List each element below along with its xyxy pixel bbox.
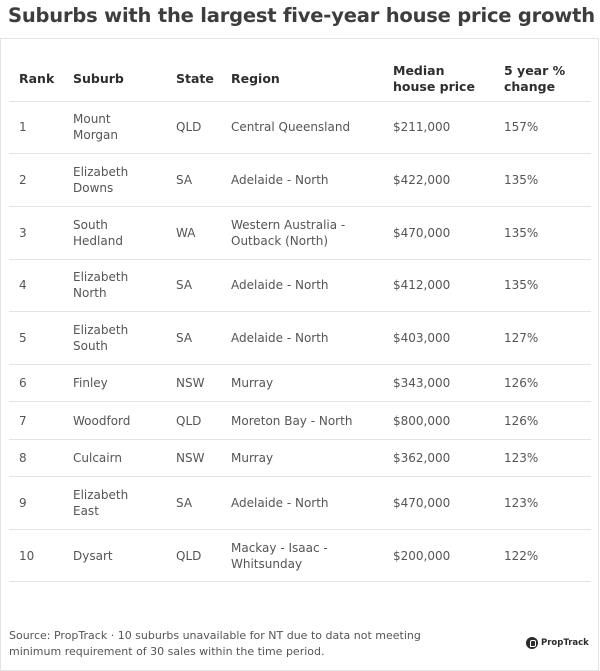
header-state: State bbox=[176, 71, 214, 87]
suburb-cell bbox=[63, 206, 166, 259]
rank-cell: 2 bbox=[9, 154, 63, 207]
region-line1: Western Australia - bbox=[231, 217, 346, 232]
suburb-cell bbox=[63, 154, 166, 207]
region-line1: Central Queensland bbox=[231, 120, 351, 135]
region-cell bbox=[221, 477, 383, 530]
table-row bbox=[9, 259, 591, 312]
source-note bbox=[9, 628, 509, 660]
price-cell: $800,000 bbox=[383, 402, 494, 439]
header-median-price bbox=[383, 58, 494, 101]
region-cell bbox=[221, 402, 383, 439]
change-cell: 123% bbox=[494, 439, 591, 476]
suburb-line1: Elizabeth bbox=[73, 323, 129, 338]
region-line2: Whitsunday bbox=[231, 556, 303, 571]
suburb-line2: Morgan bbox=[73, 128, 118, 143]
region-cell bbox=[221, 312, 383, 365]
proptrack-logo-icon bbox=[526, 637, 538, 649]
region-cell bbox=[221, 439, 383, 476]
suburb-line2: East bbox=[73, 503, 99, 518]
change-cell: 135% bbox=[494, 206, 591, 259]
suburb-line1: Elizabeth bbox=[73, 487, 129, 502]
rank-cell: 8 bbox=[9, 439, 63, 476]
state-cell: QLD bbox=[166, 402, 221, 439]
state-cell: QLD bbox=[166, 529, 221, 582]
state-cell: NSW bbox=[166, 364, 221, 401]
suburb-cell bbox=[63, 364, 166, 401]
region-line1: Adelaide - North bbox=[231, 278, 329, 293]
change-cell: 123% bbox=[494, 477, 591, 530]
state-cell: SA bbox=[166, 259, 221, 312]
change-cell: 122% bbox=[494, 529, 591, 582]
state-cell: WA bbox=[166, 206, 221, 259]
rank-cell: 3 bbox=[9, 206, 63, 259]
rank-cell: 10 bbox=[9, 529, 63, 582]
header-change bbox=[494, 58, 591, 101]
price-cell: $211,000 bbox=[383, 101, 494, 154]
region-line1: Murray bbox=[231, 376, 274, 391]
region-line1: Mackay - Isaac - bbox=[231, 540, 328, 555]
table-row bbox=[9, 529, 591, 582]
rank-cell: 9 bbox=[9, 477, 63, 530]
region-line1: Murray bbox=[231, 450, 274, 465]
table-row bbox=[9, 477, 591, 530]
table-row bbox=[9, 154, 591, 207]
suburb-line2: Hedland bbox=[73, 233, 123, 248]
source-line2: minimum requirement of 30 sales within the time period. bbox=[9, 645, 325, 658]
suburb-line2: North bbox=[73, 286, 107, 301]
state-cell: SA bbox=[166, 477, 221, 530]
state-cell: SA bbox=[166, 154, 221, 207]
suburb-cell bbox=[63, 439, 166, 476]
state-cell: SA bbox=[166, 312, 221, 365]
suburb-line2: South bbox=[73, 339, 108, 354]
table-card bbox=[0, 38, 599, 671]
header-change-line1: 5 year % bbox=[504, 63, 566, 79]
state-cell: QLD bbox=[166, 101, 221, 154]
state-cell: NSW bbox=[166, 439, 221, 476]
region-line1: Adelaide - North bbox=[231, 331, 329, 346]
suburb-cell bbox=[63, 402, 166, 439]
suburb-cell bbox=[63, 312, 166, 365]
price-cell: $403,000 bbox=[383, 312, 494, 365]
price-cell: $470,000 bbox=[383, 206, 494, 259]
price-cell: $470,000 bbox=[383, 477, 494, 530]
suburb-line2: Downs bbox=[73, 181, 114, 196]
table-header-row bbox=[9, 58, 591, 101]
change-cell: 127% bbox=[494, 312, 591, 365]
suburb-line1: South bbox=[73, 217, 108, 232]
price-cell: $362,000 bbox=[383, 439, 494, 476]
page-title: Suburbs with the largest five-year house price growth bbox=[8, 4, 595, 27]
rank-cell: 4 bbox=[9, 259, 63, 312]
header-change-line2: change bbox=[504, 79, 556, 95]
price-cell: $343,000 bbox=[383, 364, 494, 401]
suburb-line1: Dysart bbox=[73, 548, 113, 563]
change-cell: 157% bbox=[494, 101, 591, 154]
region-line1: Adelaide - North bbox=[231, 495, 329, 510]
change-cell: 126% bbox=[494, 402, 591, 439]
rank-cell: 5 bbox=[9, 312, 63, 365]
table-row bbox=[9, 364, 591, 401]
change-cell: 135% bbox=[494, 259, 591, 312]
table-row bbox=[9, 312, 591, 365]
region-cell bbox=[221, 259, 383, 312]
region-cell bbox=[221, 364, 383, 401]
suburb-line1: Culcairn bbox=[73, 450, 122, 465]
growth-table bbox=[9, 58, 591, 582]
header-suburb: Suburb bbox=[73, 71, 124, 87]
price-cell: $200,000 bbox=[383, 529, 494, 582]
table-row bbox=[9, 101, 591, 154]
header-rank: Rank bbox=[19, 71, 55, 87]
change-cell: 135% bbox=[494, 154, 591, 207]
suburb-line1: Elizabeth bbox=[73, 270, 129, 285]
rank-cell: 1 bbox=[9, 101, 63, 154]
logo-text: PropTrack bbox=[541, 638, 589, 648]
region-cell bbox=[221, 154, 383, 207]
region-cell bbox=[221, 206, 383, 259]
suburb-cell bbox=[63, 101, 166, 154]
source-line1: Source: PropTrack · 10 suburbs unavailable for NT due to data not meeting bbox=[9, 629, 421, 642]
suburb-line1: Woodford bbox=[73, 413, 131, 428]
region-cell bbox=[221, 101, 383, 154]
table-row bbox=[9, 206, 591, 259]
region-cell bbox=[221, 529, 383, 582]
suburb-cell bbox=[63, 259, 166, 312]
change-cell: 126% bbox=[494, 364, 591, 401]
suburb-line1: Mount bbox=[73, 112, 111, 127]
table-row bbox=[9, 402, 591, 439]
rank-cell: 7 bbox=[9, 402, 63, 439]
rank-cell: 6 bbox=[9, 364, 63, 401]
header-price-line1: Median bbox=[393, 63, 445, 79]
header-price-line2: house price bbox=[393, 79, 475, 95]
region-line1: Moreton Bay - North bbox=[231, 413, 353, 428]
price-cell: $412,000 bbox=[383, 259, 494, 312]
suburb-line1: Finley bbox=[73, 376, 108, 391]
proptrack-logo bbox=[526, 637, 589, 649]
price-cell: $422,000 bbox=[383, 154, 494, 207]
header-region: Region bbox=[231, 71, 280, 87]
table-row bbox=[9, 439, 591, 476]
suburb-cell bbox=[63, 477, 166, 530]
region-line1: Adelaide - North bbox=[231, 173, 329, 188]
region-line2: Outback (North) bbox=[231, 233, 329, 248]
suburb-line1: Elizabeth bbox=[73, 165, 129, 180]
suburb-cell bbox=[63, 529, 166, 582]
